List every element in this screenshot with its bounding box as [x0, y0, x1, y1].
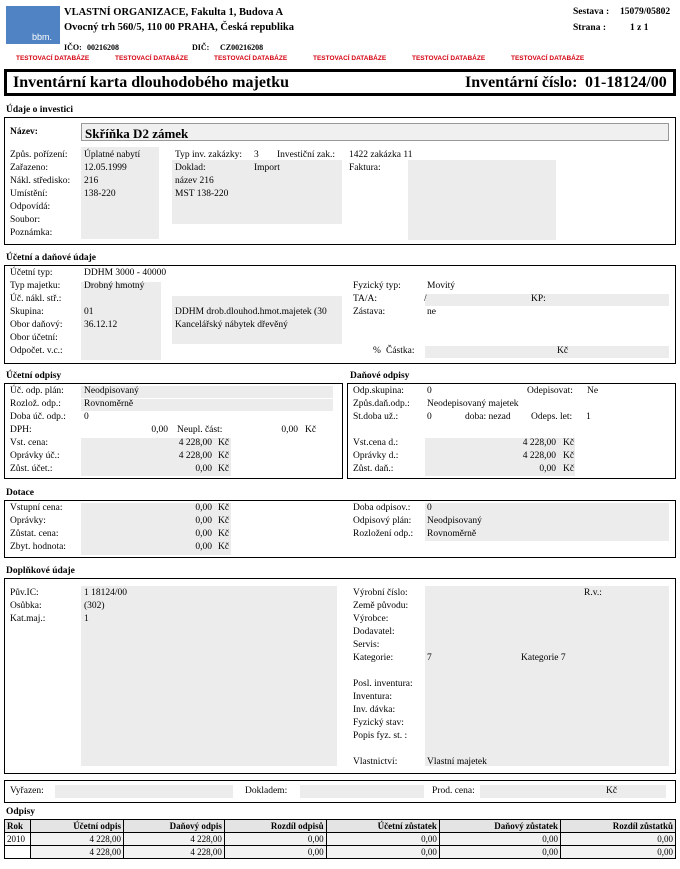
investice-shade	[408, 160, 556, 240]
rozloz-label: Rozlož. odp.:	[10, 399, 61, 409]
dokladem-label: Dokladem:	[245, 786, 288, 796]
cell-rok	[5, 846, 31, 859]
opravky-value: 0,00	[195, 516, 212, 526]
rv-label: R.v.:	[584, 588, 602, 598]
uc-plan-value: Neodpisovaný	[84, 386, 139, 396]
obor-danovy-desc: Kancelářský nábytek dřevěný	[175, 320, 288, 330]
ico-value: 00216208	[87, 43, 119, 52]
ico-label: IČO:	[64, 43, 82, 52]
doklad-label: Doklad:	[175, 163, 206, 173]
test-db-label: TESTOVACÍ DATABÁZE	[511, 55, 585, 62]
zustat-value: 0,00	[195, 529, 212, 539]
kp-label: KP:	[531, 294, 546, 304]
poznamka-label: Poznámka:	[10, 228, 53, 238]
posl-inventura-label: Posl. inventura:	[353, 679, 413, 689]
table-row	[5, 833, 676, 846]
zustat-label: Zůstat. cena:	[10, 529, 59, 539]
inv-number-label: Inventární číslo:	[465, 74, 578, 91]
odeps-let-label: Odeps. let:	[531, 412, 573, 422]
vyrobce-label: Výrobce:	[353, 614, 389, 624]
odepisovat-value: Ne	[587, 386, 599, 396]
kategorie-value: 7	[427, 653, 432, 663]
kategorie-label: Kategorie:	[353, 653, 394, 663]
kc-label: Kč	[218, 451, 230, 461]
kc-label: Kč	[218, 464, 230, 474]
mst-value: MST 138-220	[175, 189, 229, 199]
odpocet-label: Odpočet. v.c.:	[10, 346, 63, 356]
doklad-value: Import	[254, 163, 280, 173]
vst-cena-d-value: 4 228,00	[522, 438, 556, 448]
zpusob-value: Úplatné nabytí	[84, 150, 141, 160]
vyrobni-cislo-label: Výrobní číslo:	[353, 588, 408, 598]
section-doplnkove: Doplňkové údaje	[6, 566, 75, 576]
inv-davka-label: Inv. dávka:	[353, 705, 396, 715]
test-db-label: TESTOVACÍ DATABÁZE	[313, 55, 387, 62]
zastava-label: Zástava:	[353, 307, 386, 317]
cell-rozdil-zustatku: 0,00	[560, 833, 675, 846]
skupina-value: 01	[84, 307, 94, 317]
stdoba-value: 0	[427, 412, 432, 422]
fyzicky-typ-value: Movitý	[427, 281, 455, 291]
page-title: Inventární karta dlouhodobého majetku	[13, 74, 290, 91]
uc-plan-label: Úč. odp. plán:	[10, 386, 64, 396]
obor-danovy-value: 36.12.12	[84, 320, 118, 330]
zust-uc-value: 0,00	[195, 464, 212, 474]
vst-cena-d-label: Vst.cena d.:	[353, 438, 399, 448]
logo-text: bbm.	[32, 32, 53, 42]
cell-rozdil-odpisu: 0,00	[224, 846, 326, 859]
doba-nezad: doba: nezad	[465, 412, 511, 422]
section-dotace: Dotace	[6, 488, 34, 498]
typ-zakazky-value: 3	[254, 150, 259, 160]
col-rok: Rok	[5, 820, 31, 833]
cell-ucetni-zustatek: 0,00	[326, 846, 439, 859]
table-header-row	[5, 820, 676, 833]
sestava-value: 15079/05802	[620, 7, 671, 17]
uc-nakl-label: Úč. nákl. stř.:	[10, 294, 62, 304]
test-db-label: TESTOVACÍ DATABÁZE	[16, 55, 90, 62]
ta-value: /	[424, 294, 427, 304]
opravky-d-value: 4 228,00	[522, 451, 556, 461]
doba-odpisov-value: 0	[427, 503, 432, 513]
typ-majetku-label: Typ majetku:	[10, 281, 61, 291]
puv-ic-value: 1 18124/00	[84, 588, 128, 598]
kc-label: Kč	[305, 425, 317, 435]
inv-number-value: 01-18124/00	[585, 74, 667, 91]
strana-label: Strana :	[573, 23, 606, 33]
nazev-216: název 216	[175, 176, 214, 186]
kc-label: Kč	[563, 451, 575, 461]
col-ucetni-odpis: Účetní odpis	[31, 820, 124, 833]
odepisovat-label: Odepisovat:	[527, 386, 573, 396]
skupina-desc: DDHM drob.dlouhod.hmot.majetek (30	[175, 307, 327, 317]
section-danove-odpisy: Daňové odpisy	[350, 371, 410, 381]
cell-danovy-odpis: 4 228,00	[123, 846, 224, 859]
skupina-label: Skupina:	[10, 307, 44, 317]
umisteni-value: 138-220	[84, 189, 116, 199]
osubka-label: Osůbka:	[10, 601, 42, 611]
dph-value: 0,00	[151, 425, 168, 435]
odpovida-label: Odpovídá:	[10, 202, 51, 212]
cell-danovy-odpis: 4 228,00	[123, 833, 224, 846]
shade	[480, 785, 666, 798]
opravky-label: Oprávky:	[10, 516, 46, 526]
pct-label: %	[373, 346, 381, 356]
servis-label: Servis:	[353, 640, 380, 650]
doba-uc-label: Doba úč. odp.:	[10, 412, 66, 422]
ucetni-typ-value: DDHM 3000 - 40000	[84, 268, 167, 278]
kc-label: Kč	[606, 786, 618, 796]
opravky-uc-label: Oprávky úč.:	[10, 451, 60, 461]
cell-danovy-zustatek: 0,00	[439, 846, 560, 859]
kategorie-name: Kategorie 7	[521, 653, 566, 663]
kc-label: Kč	[218, 542, 230, 552]
section-ucetni: Účetní a daňové údaje	[6, 253, 96, 263]
zbyt-value: 0,00	[195, 542, 212, 552]
dodavatel-label: Dodavatel:	[353, 627, 395, 637]
test-db-label: TESTOVACÍ DATABÁZE	[214, 55, 288, 62]
vyrazen-label: Vyřazen:	[10, 786, 44, 796]
ucetni-shade	[425, 294, 669, 306]
nazev-value: Skříňka D2 zámek	[85, 126, 189, 141]
castka-label: Částka:	[386, 346, 415, 356]
osubka-value: (302)	[84, 601, 105, 611]
zpusob-dan-label: Způs.daň.odp.:	[353, 399, 410, 409]
section-odpisy: Odpisy	[6, 807, 36, 817]
odpisy-table	[4, 819, 676, 859]
vlastnictvi-value: Vlastní majetek	[427, 757, 487, 767]
odpisovy-plan-label: Odpisový plán:	[353, 516, 412, 526]
zeme-label: Země původu:	[353, 601, 409, 611]
shade	[81, 586, 337, 766]
cell-ucetni-odpis: 4 228,00	[31, 833, 124, 846]
zbyt-label: Zbyt. hodnota:	[10, 542, 66, 552]
zpusob-label: Způs. pořízení:	[10, 150, 68, 160]
organization-logo	[6, 6, 60, 44]
zust-uc-label: Zůst. účet.:	[10, 464, 53, 474]
puv-ic-label: Pův.IC:	[10, 588, 39, 598]
zarazeno-value: 12.05.1999	[84, 163, 127, 173]
zpusob-dan-value: Neodepisovaný majetek	[427, 399, 519, 409]
doba-uc-value: 0	[84, 412, 89, 422]
obor-danovy-label: Obor daňový:	[10, 320, 63, 330]
cell-rozdil-zustatku: 0,00	[560, 846, 675, 859]
fyzicky-stav-label: Fyzický stav:	[353, 718, 404, 728]
dic-value: CZ00216208	[220, 43, 264, 52]
dph-label: DPH:	[10, 425, 32, 435]
zust-dan-label: Zůst. daň.:	[353, 464, 394, 474]
neupl-label: Neupl. část:	[177, 425, 223, 435]
faktura-label: Faktura:	[349, 163, 381, 173]
odpisovy-plan-value: Neodpisovaný	[427, 516, 482, 526]
ucetni-shade	[425, 346, 669, 358]
inv-zak-value: 1422 zakázka 11	[349, 150, 413, 160]
kat-maj-label: Kat.maj.:	[10, 614, 46, 624]
kc-label: Kč	[218, 529, 230, 539]
strediska-label: Nákl. středisko:	[10, 176, 71, 186]
inv-zak-label: Investiční zak.:	[277, 150, 336, 160]
typ-zakazky-label: Typ inv. zakázky:	[175, 150, 243, 160]
opravky-d-label: Oprávky d.:	[353, 451, 399, 461]
sestava-label: Sestava :	[573, 7, 610, 17]
shade	[300, 785, 424, 798]
odp-skupina-label: Odp.skupina:	[353, 386, 404, 396]
obor-ucetni-label: Obor účetní:	[10, 333, 58, 343]
odp-skupina-value: 0	[427, 386, 432, 396]
neupl-value: 0,00	[281, 425, 298, 435]
table-total-row	[5, 846, 676, 859]
shade	[425, 586, 669, 766]
org-address: Ovocný trh 560/5, 110 00 PRAHA, Česká republika	[64, 22, 294, 33]
soubor-label: Soubor:	[10, 215, 41, 225]
kc-label: Kč	[218, 503, 230, 513]
cell-ucetni-zustatek: 0,00	[326, 833, 439, 846]
strediska-value: 216	[84, 176, 99, 186]
zarazeno-label: Zařazeno:	[10, 163, 48, 173]
cell-rozdil-odpisu: 0,00	[224, 833, 326, 846]
odeps-let-value: 1	[586, 412, 591, 422]
test-db-label: TESTOVACÍ DATABÁZE	[115, 55, 189, 62]
dic-label: DIČ:	[192, 43, 210, 52]
col-danovy-zustatek: Daňový zůstatek	[439, 820, 560, 833]
rozloz-value: Rovnoměrně	[84, 399, 134, 409]
vlastnictvi-label: Vlastnictví:	[353, 757, 398, 767]
popis-fyz-label: Popis fyz. st. :	[353, 731, 408, 741]
cell-rok: 2010	[5, 833, 31, 846]
zust-dan-value: 0,00	[539, 464, 556, 474]
test-db-label: TESTOVACÍ DATABÁZE	[412, 55, 486, 62]
col-danovy-odpis: Daňový odpis	[123, 820, 224, 833]
stdoba-label: St.doba už.:	[353, 412, 399, 422]
prod-cena-label: Prod. cena:	[432, 786, 475, 796]
rozlozeni-value: Rovnoměrně	[427, 529, 477, 539]
fyzicky-typ-label: Fyzický typ:	[353, 281, 401, 291]
org-name: VLASTNÍ ORGANIZACE, Fakulta 1, Budova A	[64, 7, 284, 18]
rozlozeni-label: Rozložení odp.:	[353, 529, 414, 539]
kc-label: Kč	[218, 516, 230, 526]
col-ucetni-zustatek: Účetní zůstatek	[326, 820, 439, 833]
kc-label: Kč	[563, 464, 575, 474]
zastava-value: ne	[427, 307, 436, 317]
ta-label: TA/A:	[353, 294, 378, 304]
opravky-uc-value: 4 228,00	[178, 451, 212, 461]
vst-cena-label: Vst. cena:	[10, 438, 48, 448]
col-rozdil-zustatku: Rozdíl zůstatků	[560, 820, 675, 833]
kc-label: Kč	[563, 438, 575, 448]
doba-odpisov-label: Doba odpisov.:	[353, 503, 411, 513]
vst-cena-value: 4 228,00	[178, 438, 212, 448]
section-investice: Údaje o investici	[6, 105, 74, 115]
ucetni-typ-label: Účetní typ:	[10, 268, 53, 278]
col-rozdil-odpisu: Rozdíl odpisů	[224, 820, 326, 833]
kc-label: Kč	[218, 438, 230, 448]
section-ucetni-odpisy: Účetní odpisy	[6, 371, 62, 381]
strana-value: 1 z 1	[630, 23, 649, 33]
umisteni-label: Umístění:	[10, 189, 48, 199]
vstupni-label: Vstupní cena:	[10, 503, 63, 513]
cell-ucetni-odpis: 4 228,00	[31, 846, 124, 859]
vstupni-value: 0,00	[195, 503, 212, 513]
shade	[55, 785, 233, 798]
inventura-label: Inventura:	[353, 692, 393, 702]
kc-label: Kč	[557, 346, 569, 356]
typ-majetku-value: Drobný hmotný	[84, 281, 145, 291]
cell-danovy-zustatek: 0,00	[439, 833, 560, 846]
kat-maj-value: 1	[84, 614, 89, 624]
nazev-label: Název:	[10, 127, 38, 137]
